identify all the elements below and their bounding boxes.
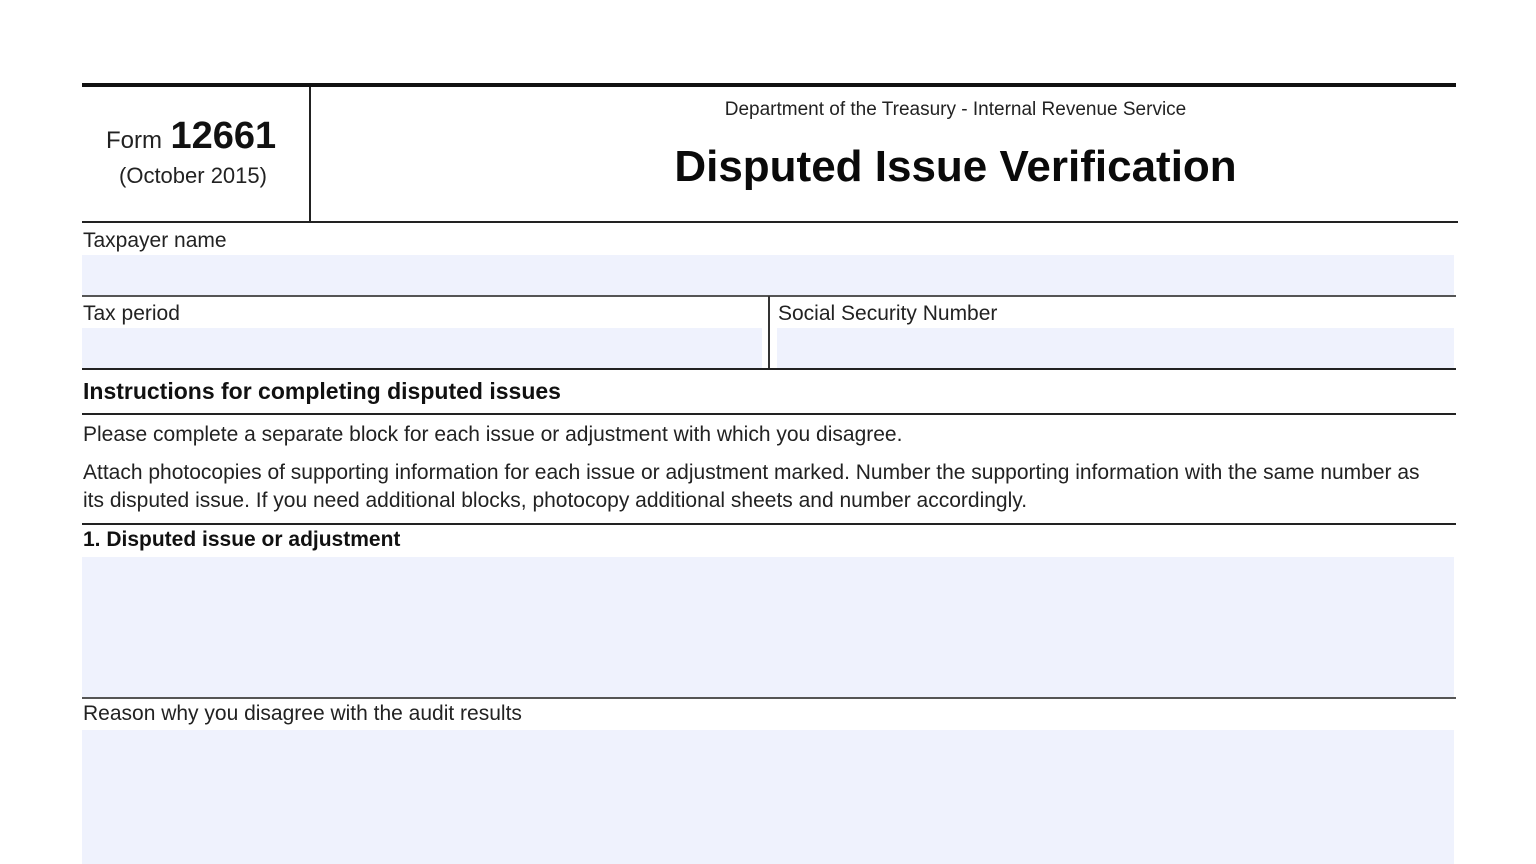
tax-period-input[interactable] (82, 328, 762, 368)
form-title-box (313, 87, 1458, 221)
form-id-box (82, 87, 311, 221)
issue-block-top-rule (82, 523, 1456, 525)
taxpayer-name-input[interactable] (82, 255, 1454, 295)
reason-label: Reason why you disagree with the audit results (83, 702, 522, 725)
ssn-label: Social Security Number (778, 302, 998, 325)
header-bottom-rule (82, 221, 1458, 223)
taxpayer-name-label: Taxpayer name (83, 229, 227, 252)
form-title: Disputed Issue Verification (674, 142, 1237, 191)
instructions-paragraph-2: Attach photocopies of supporting information for each issue or adjustment marked. Number the supporting information with the same number as its disputed issue. If you need additional blocks, photocopy additional sheets and number accordingly. (83, 461, 1420, 512)
tax-period-label: Tax period (83, 302, 180, 325)
form-header (82, 87, 1458, 222)
issue-1-rule (82, 697, 1456, 699)
field-divider (768, 296, 770, 369)
form-revision-date: (October 2015) (119, 163, 267, 188)
instructions-heading-rule (82, 413, 1456, 415)
form-number: 12661 (170, 115, 277, 157)
department-name: Department of the Treasury - Internal Revenue Service (724, 99, 1187, 120)
issue-1-input[interactable] (82, 557, 1454, 697)
form-word: Form (106, 127, 162, 154)
ssn-input[interactable] (777, 328, 1454, 368)
issue-1-heading: 1. Disputed issue or adjustment (83, 528, 401, 551)
instructions-heading: Instructions for completing disputed issues (83, 378, 561, 404)
reason-input[interactable] (82, 730, 1454, 864)
instructions-paragraph-1: Please complete a separate block for each issue or adjustment with which you disagree. (83, 423, 903, 446)
form-number-line (106, 115, 276, 158)
tax-period-rule (82, 368, 1456, 370)
